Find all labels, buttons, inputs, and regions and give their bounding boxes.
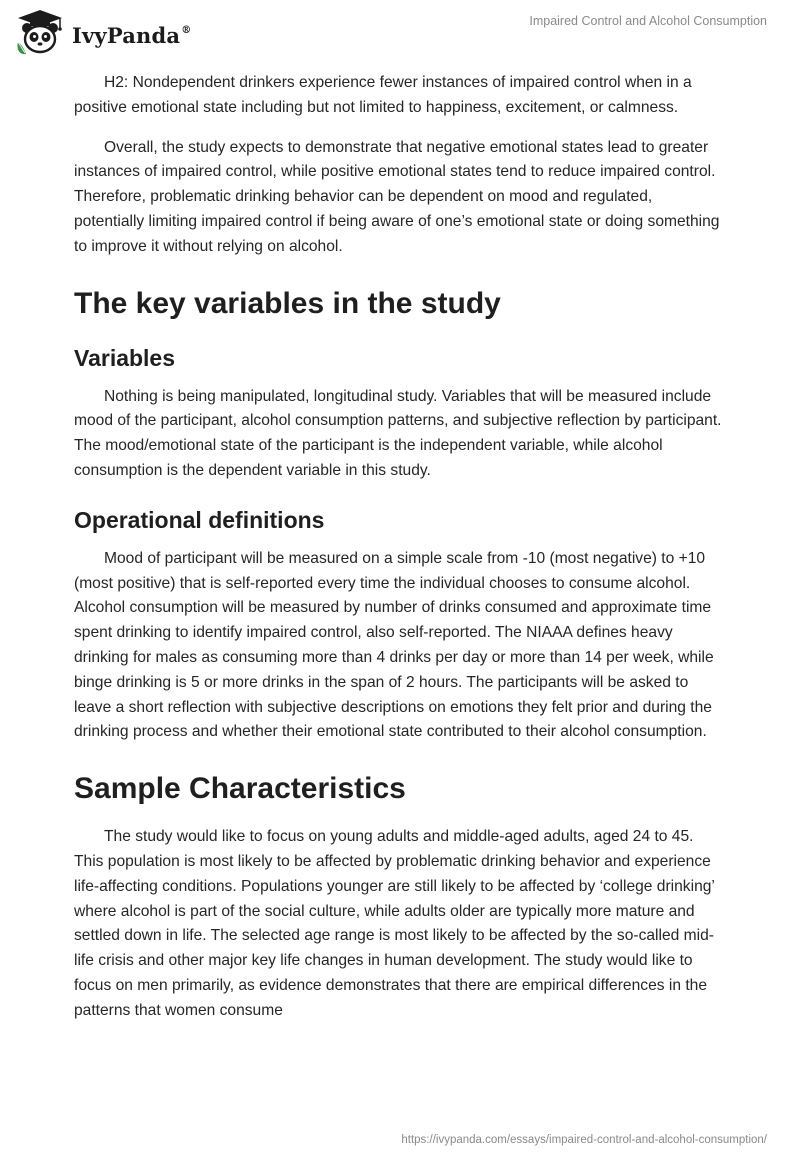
paragraph-variables: Nothing is being manipulated, longitudinal study. Variables that will be measured include mood of the participant, alcohol consumption patterns, and subjective reflection by participant. The mood/emotional state of the participant is the independent variable, while alcohol consumption is the dependent variable in this study. bbox=[74, 387, 722, 479]
paragraph-sample: The study would like to focus on young adults and middle-aged adults, aged 24 to 45. This population is most likely to be affected by problematic drinking behavior and experience life-affecting conditions. Populations younger are still likely to be affected by ‘college drinking’ where alcohol is part of the social culture, while adults older are typically more mature and settled down in life. The selected age range is most likely to be affected by the so-called mid-life crisis and other major key life changes in human development. The study would like to focus on men primarily, as evidence demonstrates that there are empirical differences in the patterns that women consume bbox=[74, 828, 715, 1019]
heading-operational-definitions: Operational definitions bbox=[74, 506, 325, 533]
heading-variables: Variables bbox=[74, 344, 176, 371]
source-url-link[interactable]: https://ivypanda.com/essays/impaired-control-and-alcohol-consumption/ bbox=[401, 1134, 767, 1146]
paragraph-hypothesis-2: H2: Nondependent drinkers experience fewer instances of impaired control when in a positive emotional state including but not limited to happiness, excitement, or calmness. bbox=[74, 74, 692, 116]
logo-wordmark: IvyPanda® bbox=[72, 22, 192, 48]
paragraph-overall: Overall, the study expects to demonstrate that negative emotional states lead to greater instances of impaired control, while positive emotional states tend to reduce impaired control. Therefore, problematic drinking behavior can be dependent on mood and regulated, potentially limiting impaired control if being aware of one’s emotional state or doing something to improve it without relying on alcohol. bbox=[74, 138, 720, 255]
heading-sample-characteristics: Sample Characteristics bbox=[74, 772, 406, 806]
paragraph-operational-definitions: Mood of participant will be measured on a simple scale from -10 (most negative) to +10 (most positive) that is self-reported every time the individual chooses to consume alcohol. Alcohol consumption will be measured by number of drinks consumed and approximate time spent drinking to identify impaired control, also self-reported. The NIAAA defines heavy drinking for males as consuming more than 4 drinks per day or more than 14 per week, while binge drinking is 5 or more drinks in the span of 2 hours. The participants will be asked to leave a short reflection with subjective descriptions on emotions they felt prior and during the drinking process and whether their emotional state contributed to their alcohol consumption. bbox=[74, 549, 714, 741]
panda-mascot-icon bbox=[14, 8, 66, 58]
document-title: Impaired Control and Alcohol Consumption bbox=[529, 14, 767, 28]
heading-key-variables: The key variables in the study bbox=[74, 286, 501, 320]
essay-content bbox=[74, 71, 724, 1039]
page-header bbox=[0, 0, 800, 64]
ivypanda-logo[interactable] bbox=[14, 8, 191, 58]
